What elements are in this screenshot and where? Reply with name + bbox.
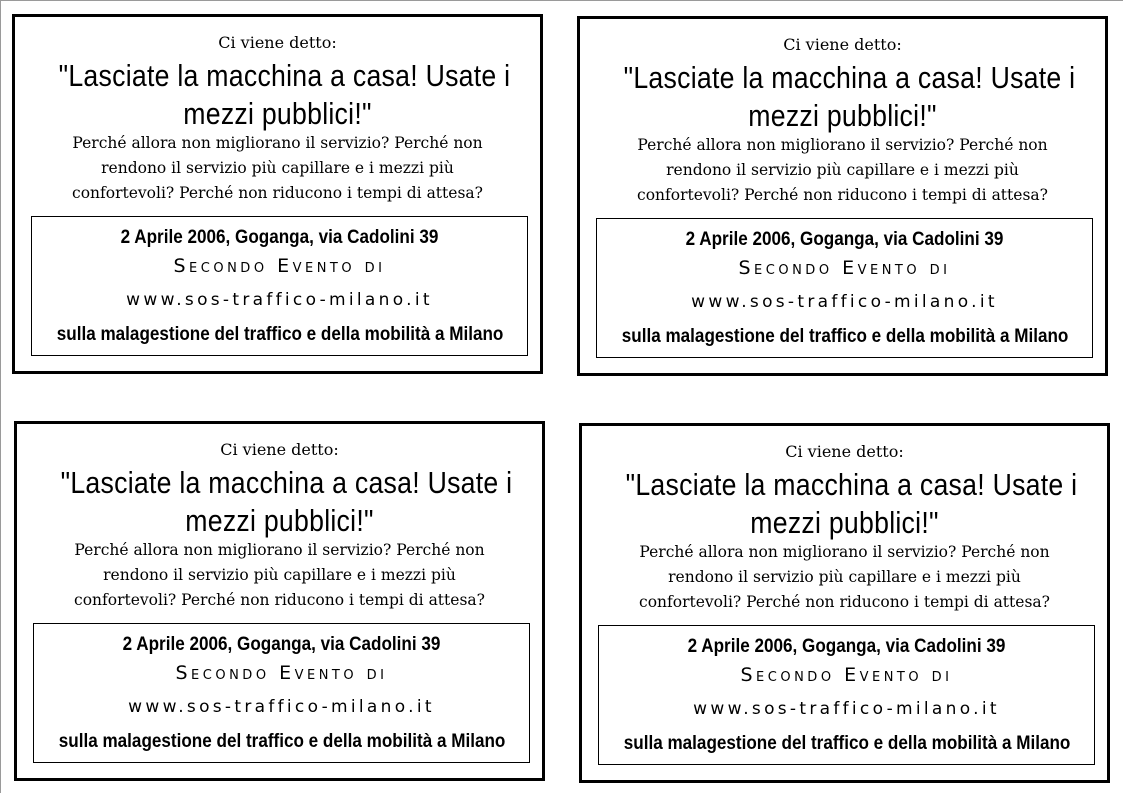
event-website: www.sos-traffico-milano.it [126,290,433,310]
slogan [60,464,513,540]
question-line-1: Perché allora non migliorano il servizio? Perché non [637,136,1048,154]
event-box [598,625,1095,765]
question-line-2: rendono il servizio più capillare e i mezzi più [103,566,456,584]
slogan-line-2: mezzi pubblici!" [183,96,372,131]
slogan [625,466,1078,542]
question-line-1: Perché allora non migliorano il servizio? Perché non [74,541,485,559]
event-date-place: 2 Aprile 2006, Goganga, via Cadolini 39 [120,227,439,248]
event-website: www.sos-traffico-milano.it [691,292,998,312]
question-line-3: confortevoli? Perché non riducono i tempi di attesa? [72,184,483,202]
event-title: Secondo Evento di [173,255,386,277]
question-line-3: confortevoli? Perché non riducono i tempi di attesa? [637,186,1048,204]
event-date-place: 2 Aprile 2006, Goganga, via Cadolini 39 [687,636,1006,657]
question-line-1: Perché allora non migliorano il servizio? Perché non [72,134,483,152]
event-website: www.sos-traffico-milano.it [693,699,1000,719]
slogan-line-2: mezzi pubblici!" [748,98,937,133]
event-topic: sulla malagestione del traffico e della mobilità a Milano [623,733,1071,754]
flyer-top-left [12,14,543,374]
event-website: www.sos-traffico-milano.it [128,697,435,717]
intro-text: Ci viene detto: [785,442,904,461]
question-line-3: confortevoli? Perché non riducono i tempi di attesa? [74,591,485,609]
event-box [31,216,528,356]
slogan-line-1: "Lasciate la macchina a casa! Usate i [58,58,511,93]
intro-text: Ci viene detto: [220,440,339,459]
event-topic: sulla malagestione del traffico e della mobilità a Milano [621,326,1069,347]
question-paragraph [596,540,1093,615]
question-line-2: rendono il servizio più capillare e i mezzi più [101,159,454,177]
intro-text: Ci viene detto: [218,33,337,52]
slogan-line-1: "Lasciate la macchina a casa! Usate i [623,60,1076,95]
intro-text: Ci viene detto: [783,35,902,54]
slogan-line-1: "Lasciate la macchina a casa! Usate i [625,467,1078,502]
question-line-2: rendono il servizio più capillare e i mezzi più [668,568,1021,586]
flyer-top-right [577,16,1108,376]
question-paragraph [31,538,528,613]
slogan [623,59,1076,135]
slogan [58,57,511,133]
event-title: Secondo Evento di [175,662,388,684]
event-date-place: 2 Aprile 2006, Goganga, via Cadolini 39 [685,229,1004,250]
slogan-line-2: mezzi pubblici!" [750,505,939,540]
question-paragraph [594,133,1091,208]
event-box [596,218,1093,358]
question-line-1: Perché allora non migliorano il servizio? Perché non [639,543,1050,561]
flyer-bottom-left [14,421,545,781]
slogan-line-2: mezzi pubblici!" [185,503,374,538]
event-title: Secondo Evento di [738,257,951,279]
slogan-line-1: "Lasciate la macchina a casa! Usate i [60,465,513,500]
question-line-2: rendono il servizio più capillare e i mezzi più [666,161,1019,179]
question-paragraph [29,131,526,206]
event-title: Secondo Evento di [740,664,953,686]
event-topic: sulla malagestione del traffico e della mobilità a Milano [58,731,506,752]
flyer-bottom-right [579,423,1110,783]
event-date-place: 2 Aprile 2006, Goganga, via Cadolini 39 [122,634,441,655]
question-line-3: confortevoli? Perché non riducono i tempi di attesa? [639,593,1050,611]
event-topic: sulla malagestione del traffico e della mobilità a Milano [56,324,504,345]
event-box [33,623,530,763]
